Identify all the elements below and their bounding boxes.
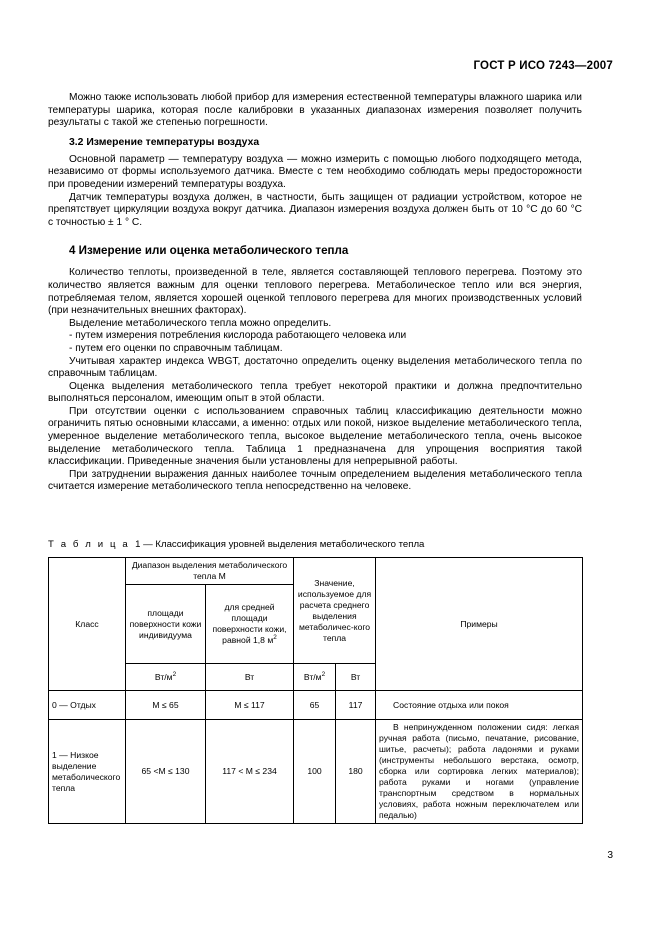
paragraph-7: Оценка выделения метаболического тепла требует некоторой практики и должна предпочтительно выполняться персоналом, имеющим опыт в этой области. (48, 380, 582, 405)
row-1-value-per-area: 100 (294, 720, 336, 824)
paragraph-8: При отсутствии оценки с использованием справочных таблиц классификацию деятельности можно ограничить пятью основными классами, а именно: отдых или покой, низкое выделение метаболического тепла, умеренное выделение метаболического тепла, высокое выделение метаболического тепла, очень высокое выделение метаболического тепла. Таблица 1 предназначена для упрощения восприятия такой классификации. Приведенные значения были установлены для непрерывной работы. (48, 405, 582, 468)
row-1-examples-text: В непринужденном положении сидя: легкая ручная работа (письмо, печатание, рисование, шитье, расчеты); работа ладонями и руками (инструменты небольшого верстака, осмотр, сборка или сортировка легких материалов); работа руками и ногами (управление транспортным средством в нормальных условиях, работа ножным переключателем или педалью) (379, 722, 580, 820)
paragraph-3: Датчик температуры воздуха должен, в частности, быть защищен от радиации устройством, которое не препятствует циркуляции воздуха вокруг датчика. Диапазон измерения воздуха должен быть от 10 °C до 60 °C с точностью ± 1 ° C. (48, 191, 582, 228)
document-body (48, 92, 582, 494)
header-range-group: Диапазон выделения метаболического тепла М (126, 558, 294, 585)
unit-watt-2: Вт (336, 664, 376, 691)
unit-text-2: Вт/м (303, 671, 322, 682)
header-range-avg-area-text: для средней площади поверхности кожи, равной 1,8 м (212, 602, 287, 645)
metabolic-heat-table-wrapper (48, 557, 582, 824)
row-0-range-avg-area: М ≤ 117 (206, 691, 294, 720)
unit-watt-per-sqm-2 (294, 664, 336, 691)
table-row (49, 720, 583, 824)
row-0-examples (376, 691, 583, 720)
table-caption-title: Классификация уровней выделения метаболического тепла (155, 539, 425, 550)
row-0-value-total: 117 (336, 691, 376, 720)
row-0-class: 0 — Отдых (49, 691, 126, 720)
header-examples: Примеры (376, 558, 583, 691)
header-class: Класс (49, 558, 126, 691)
row-1-examples (376, 720, 583, 824)
unit-watt-per-sqm-1 (126, 664, 206, 691)
heading-3-2: 3.2 Измерение температуры воздуха (69, 136, 260, 148)
table-header-row-1 (49, 558, 583, 585)
row-0-value-per-area: 65 (294, 691, 336, 720)
row-1-range-per-area: 65 <М ≤ 130 (126, 720, 206, 824)
header-range-avg-area (206, 585, 294, 664)
unit-sup-2: 2 (321, 670, 326, 678)
header-range-per-area: площади поверхности кожи индивидуума (126, 585, 206, 664)
unit-text-1: Вт/м (154, 671, 173, 682)
unit-watt-1: Вт (206, 664, 294, 691)
table-caption-dash: — (143, 539, 153, 550)
table-row (49, 691, 583, 720)
paragraph-9: При затруднении выражения данных наиболее точным определением выделения метаболического тепла считается измерение метаболического тепла непосредственно на человеке. (48, 468, 582, 493)
unit-sup-1: 2 (172, 670, 177, 678)
page-number: 3 (607, 850, 613, 861)
paragraph-5: Выделение метаболического тепла можно определить. (69, 317, 332, 329)
row-0-range-per-area: М ≤ 65 (126, 691, 206, 720)
list-item-2: - путем его оценки по справочным таблицам. (69, 342, 283, 354)
header-value-used: Значение, используемое для расчета среднего выделения метаболичес-кого тепла (294, 558, 376, 664)
metabolic-heat-classification-table (48, 557, 583, 824)
paragraph-4: Количество теплоты, произведенной в теле, является составляющей теплового перегрева. Поэтому это количество является важным для оценки теплового перегрева. Метаболическое тепло или вся энергия, потребляемая телом, является хорошей оценкой теплового перегрева для многих производственных условий (при незначительных внешних факторах). (48, 267, 582, 317)
document-header-standard-id: ГОСТ Р ИСО 7243—2007 (473, 60, 613, 72)
heading-section-4: 4 Измерение или оценка метаболического тепла (69, 244, 349, 258)
row-0-examples-text: Состояние отдыха или покоя (393, 699, 509, 710)
row-1-range-avg-area: 117 < М ≤ 234 (206, 720, 294, 824)
table-caption-number: 1 (135, 539, 141, 550)
table-caption (48, 539, 424, 551)
paragraph-2: Основной параметр — температуру воздуха — можно измерить с помощью любого подходящего метода, независимо от формы используемого датчика. Вместе с тем необходимо соблюдать меры предосторожности при проведении измерений температуры воздуха. (48, 153, 582, 190)
row-1-class: 1 — Низкое выделение метаболического тепла (49, 720, 126, 824)
table-caption-label: Т а б л и ц а (48, 539, 130, 550)
list-item-1: - путем измерения потребления кислорода работающего человека или (69, 330, 407, 342)
row-1-value-total: 180 (336, 720, 376, 824)
paragraph-6: Учитывая характер индекса WBGT, достаточно определить оценку выделения метаболического тепла по справочным таблицам. (48, 355, 582, 380)
header-range-avg-area-superscript: 2 (273, 634, 277, 642)
paragraph-1: Можно также использовать любой прибор для измерения естественной температуры влажного шарика или температуры шарика, которая после калибровки в указанных диапазонах измерения позволяет получить результаты с такой же степенью погрешности. (48, 92, 582, 129)
